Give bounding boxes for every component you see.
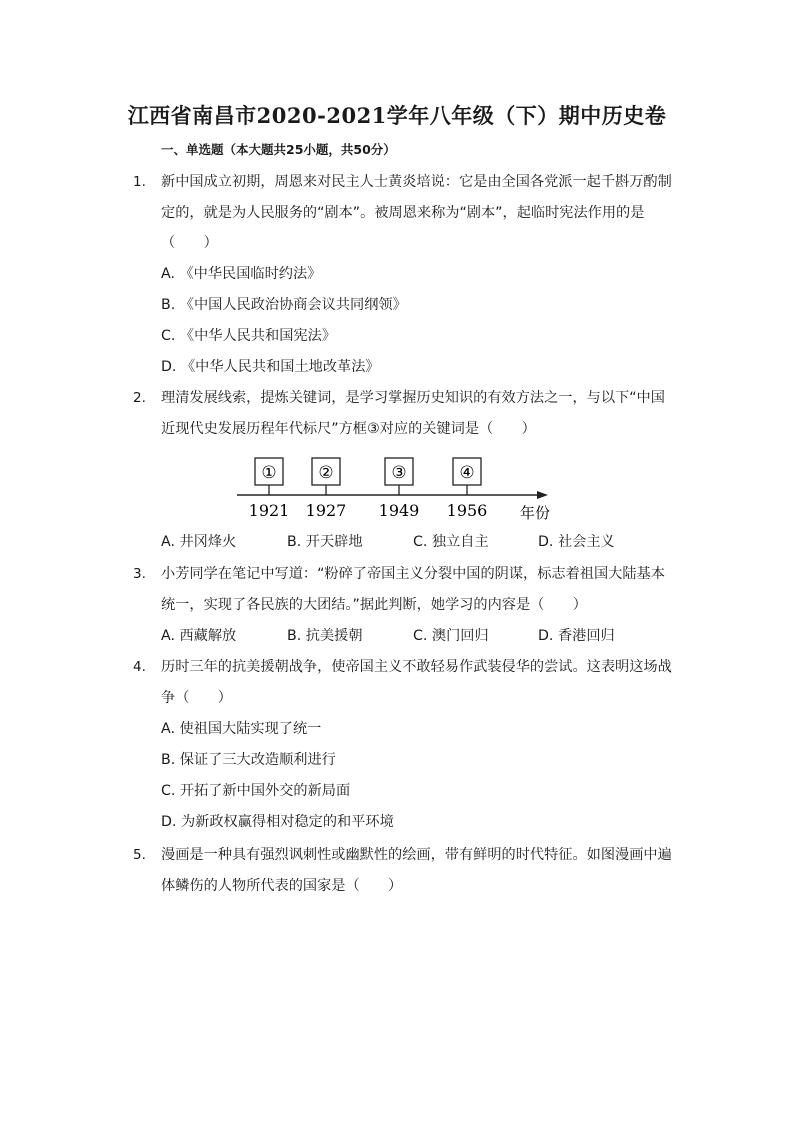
timeline-year: 1949 bbox=[378, 501, 420, 520]
question-text-line: 近现代史发展历程年代标尺”方框③对应的关键词是（ ） bbox=[161, 421, 536, 437]
option-a: A. 西藏解放 bbox=[161, 628, 237, 644]
option-b: B. 开天辟地 bbox=[287, 534, 363, 550]
option-b: B. 保证了三大改造顺利进行 bbox=[161, 752, 336, 768]
option-c: C. 《中华人民共和国宪法》 bbox=[161, 328, 336, 344]
timeline-box-label: ④ bbox=[459, 463, 475, 483]
question-number: 1. bbox=[133, 174, 146, 190]
timeline-year: 1921 bbox=[248, 501, 290, 520]
option-a: A. 使祖国大陆实现了统一 bbox=[161, 721, 322, 737]
option-d: D. 《中华人民共和国土地改革法》 bbox=[161, 359, 380, 375]
timeline-box-label: ③ bbox=[391, 463, 407, 483]
timeline-box-label: ① bbox=[261, 463, 277, 483]
timeline-axis-label: 年份 bbox=[519, 504, 551, 522]
question-text-line: 理清发展线索，提炼关键词，是学习掌握历史知识的有效方法之一，与以下“中国 bbox=[161, 390, 665, 406]
option-c: C. 澳门回归 bbox=[413, 628, 489, 644]
question-number: 5. bbox=[133, 847, 146, 863]
option-b: B. 抗美援朝 bbox=[287, 628, 363, 644]
timeline-year: 1956 bbox=[446, 501, 488, 520]
timeline-box-2 bbox=[312, 458, 340, 495]
page-title: 江西省南昌市2020-2021学年八年级（下）期中历史卷 bbox=[127, 103, 667, 128]
timeline-box-4 bbox=[453, 458, 481, 495]
question-text-line: 争（ ） bbox=[161, 690, 232, 706]
question-text-line: 小芳同学在笔记中写道：“粉碎了帝国主义分裂中国的阴谋，标志着祖国大陆基本 bbox=[161, 566, 665, 582]
option-d: D. 社会主义 bbox=[538, 534, 615, 550]
question-text-line: 定的，就是为人民服务的“剧本”。被周恩来称为“剧本”，起临时宪法作用的是 bbox=[161, 205, 645, 221]
timeline-year: 1927 bbox=[305, 501, 347, 520]
timeline-box-label: ② bbox=[318, 463, 334, 483]
option-c: C. 开拓了新中国外交的新局面 bbox=[161, 783, 351, 799]
timeline-box-3 bbox=[385, 458, 413, 495]
timeline-box-1 bbox=[255, 458, 283, 495]
question-text-line: （ ） bbox=[161, 235, 218, 251]
question-text-line: 新中国成立初期，周恩来对民主人士黄炎培说：它是由全国各党派一起千斟万酌制 bbox=[161, 174, 672, 190]
question-number: 3. bbox=[133, 566, 146, 582]
option-d: D. 为新政权赢得相对稳定的和平环境 bbox=[161, 814, 394, 830]
question-text-line: 体鳞伤的人物所代表的国家是（ ） bbox=[161, 878, 403, 894]
option-c: C. 独立自主 bbox=[413, 534, 489, 550]
question-text-line: 漫画是一种具有强烈讽刺性或幽默性的绘画，带有鲜明的时代特征。如图漫画中遍 bbox=[161, 847, 672, 863]
timeline-figure bbox=[232, 450, 562, 524]
option-b: B. 《中国人民政治协商会议共同纲领》 bbox=[161, 297, 407, 313]
section-heading: 一、单选题（本大题共25小题，共50分） bbox=[161, 142, 396, 157]
question-number: 4. bbox=[133, 659, 146, 675]
axis-arrow bbox=[537, 491, 548, 499]
option-a: A. 《中华民国临时约法》 bbox=[161, 266, 322, 282]
question-number: 2. bbox=[133, 390, 146, 406]
option-d: D. 香港回归 bbox=[538, 628, 615, 644]
question-text-line: 统一，实现了各民族的大团结。”据此判断，她学习的内容是（ ） bbox=[161, 597, 587, 613]
option-a: A. 井冈烽火 bbox=[161, 534, 237, 550]
question-text-line: 历时三年的抗美援朝战争，使帝国主义不敢轻易作武装侵华的尝试。这表明这场战 bbox=[161, 659, 672, 675]
